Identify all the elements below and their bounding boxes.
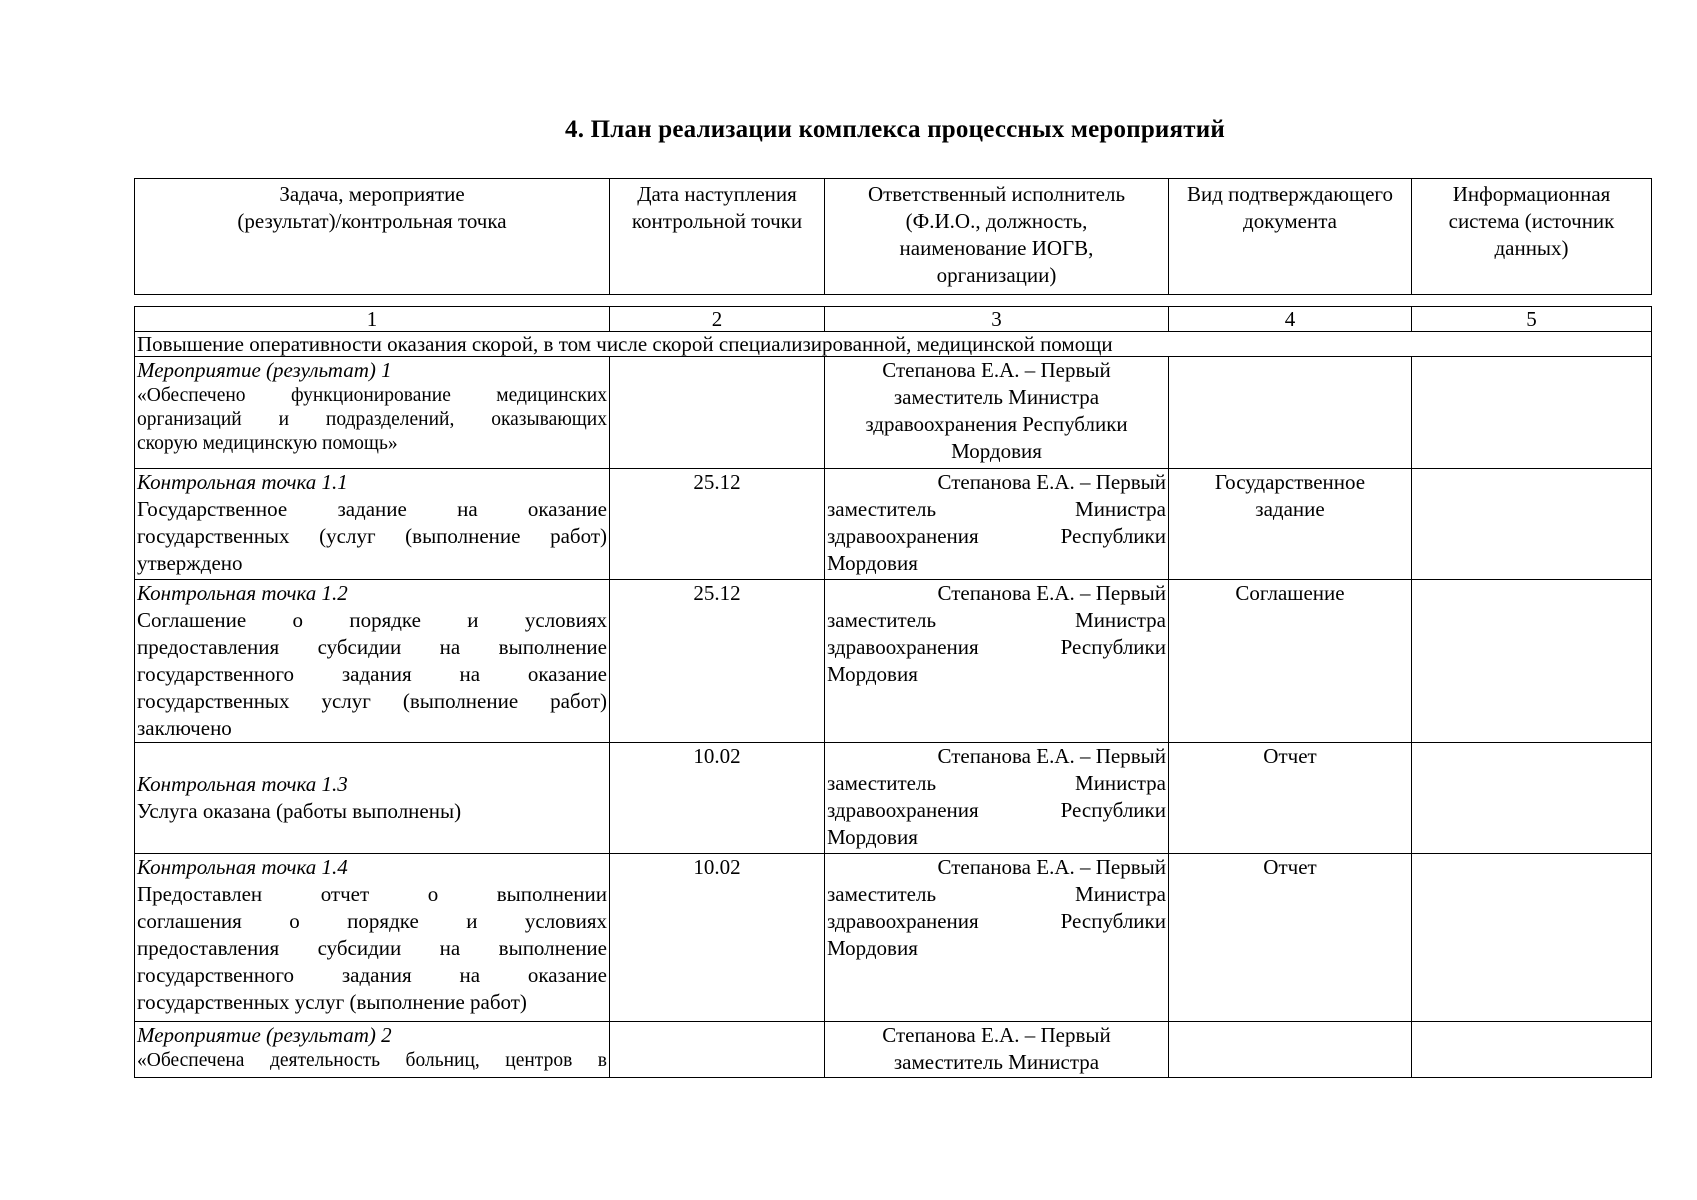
document-cell — [1169, 357, 1412, 469]
header-cell-date: Дата наступления контрольной точки — [610, 179, 825, 295]
document-cell: Отчет — [1169, 743, 1412, 854]
header-table — [134, 178, 1652, 295]
row-text-line: организаций и подразделений, оказывающих — [137, 409, 607, 430]
row-text-line: государственных услуг (выполнение работ) — [137, 689, 607, 713]
row-text-line: скорую медицинскую помощь» — [137, 433, 398, 454]
table-row — [135, 469, 1652, 580]
system-cell — [1412, 854, 1652, 1022]
responsible-cell: Степанова Е.А. – Первый заместитель Министра — [825, 1022, 1169, 1078]
task-cell — [135, 1022, 610, 1078]
responsible-cell: Степанова Е.А. – Первый заместитель Министра здравоохранения Республики Мордовия — [825, 580, 1169, 743]
row-text-line: Предоставлен отчет о выполнении — [137, 882, 607, 906]
section-row — [135, 332, 1652, 357]
task-cell — [135, 743, 610, 854]
row-text-line: соглашения о порядке и условиях — [137, 909, 607, 933]
responsible-cell: Степанова Е.А. – Первый заместитель Министра здравоохранения Республики Мордовия — [825, 743, 1169, 854]
date-cell: 10.02 — [610, 854, 825, 1022]
system-cell — [1412, 743, 1652, 854]
column-number: 2 — [610, 307, 825, 332]
system-cell — [1412, 357, 1652, 469]
header-cell-responsible: Ответственный исполнитель (Ф.И.О., должность, наименование ИОГВ, организации) — [825, 179, 1169, 295]
row-text-line: государственных услуг (выполнение работ) — [137, 990, 527, 1014]
row-text-line: государственного задания на оказание — [137, 963, 607, 987]
row-heading: Контрольная точка 1.1 — [137, 470, 348, 494]
section-title: Повышение оперативности оказания скорой, в том числе скорой специализированной, медицинской помощи — [135, 332, 1652, 357]
table-row — [135, 1022, 1652, 1078]
table-row — [135, 357, 1652, 469]
date-cell — [610, 357, 825, 469]
row-heading: Мероприятие (результат) 2 — [137, 1023, 392, 1047]
date-cell: 25.12 — [610, 580, 825, 743]
document-cell: Отчет — [1169, 854, 1412, 1022]
row-text-line: утверждено — [137, 551, 243, 575]
row-heading: Мероприятие (результат) 1 — [137, 358, 392, 382]
date-cell: 10.02 — [610, 743, 825, 854]
responsible-cell: Степанова Е.А. – Первый заместитель Министра здравоохранения Республики Мордовия — [825, 357, 1169, 469]
row-text-line: Соглашение о порядке и условиях — [137, 608, 607, 632]
row-text-line: «Обеспечено функционирование медицинских — [137, 385, 607, 406]
task-cell — [135, 580, 610, 743]
row-heading: Контрольная точка 1.2 — [137, 581, 348, 605]
plan-table — [134, 306, 1652, 1078]
row-text-line: государственных (услуг (выполнение работ) — [137, 524, 607, 548]
document-cell — [1169, 1022, 1412, 1078]
table-row — [135, 743, 1652, 854]
row-text-line: государственного задания на оказание — [137, 662, 607, 686]
row-heading: Контрольная точка 1.3 — [137, 772, 348, 796]
column-number: 5 — [1412, 307, 1652, 332]
table-row — [135, 580, 1652, 743]
column-number: 4 — [1169, 307, 1412, 332]
system-cell — [1412, 580, 1652, 743]
column-number: 3 — [825, 307, 1169, 332]
column-number-row — [135, 307, 1652, 332]
row-text-line: предоставления субсидии на выполнение — [137, 936, 607, 960]
page-title: 4. План реализации комплекса процессных мероприятий — [565, 116, 1225, 143]
system-cell — [1412, 1022, 1652, 1078]
table-row — [135, 854, 1652, 1022]
document-cell: Государственное задание — [1169, 469, 1412, 580]
header-cell-task: Задача, мероприятие (результат)/контрольная точка — [135, 179, 610, 295]
row-text-line: Государственное задание на оказание — [137, 497, 607, 521]
column-number: 1 — [135, 307, 610, 332]
header-cell-document: Вид подтверждающего документа — [1169, 179, 1412, 295]
row-text-line: заключено — [137, 716, 232, 740]
row-text-line: «Обеспечена деятельность больниц, центров в — [137, 1050, 607, 1071]
responsible-cell: Степанова Е.А. – Первый заместитель Министра здравоохранения Республики Мордовия — [825, 469, 1169, 580]
document-cell: Соглашение — [1169, 580, 1412, 743]
task-cell — [135, 357, 610, 469]
system-cell — [1412, 469, 1652, 580]
row-heading: Контрольная точка 1.4 — [137, 855, 348, 879]
responsible-cell: Степанова Е.А. – Первый заместитель Министра здравоохранения Республики Мордовия — [825, 854, 1169, 1022]
row-text-line: предоставления субсидии на выполнение — [137, 635, 607, 659]
task-cell — [135, 854, 610, 1022]
row-text-line: Услуга оказана (работы выполнены) — [137, 799, 462, 823]
date-cell — [610, 1022, 825, 1078]
header-cell-system: Информационная система (источник данных) — [1412, 179, 1652, 295]
date-cell: 25.12 — [610, 469, 825, 580]
task-cell — [135, 469, 610, 580]
